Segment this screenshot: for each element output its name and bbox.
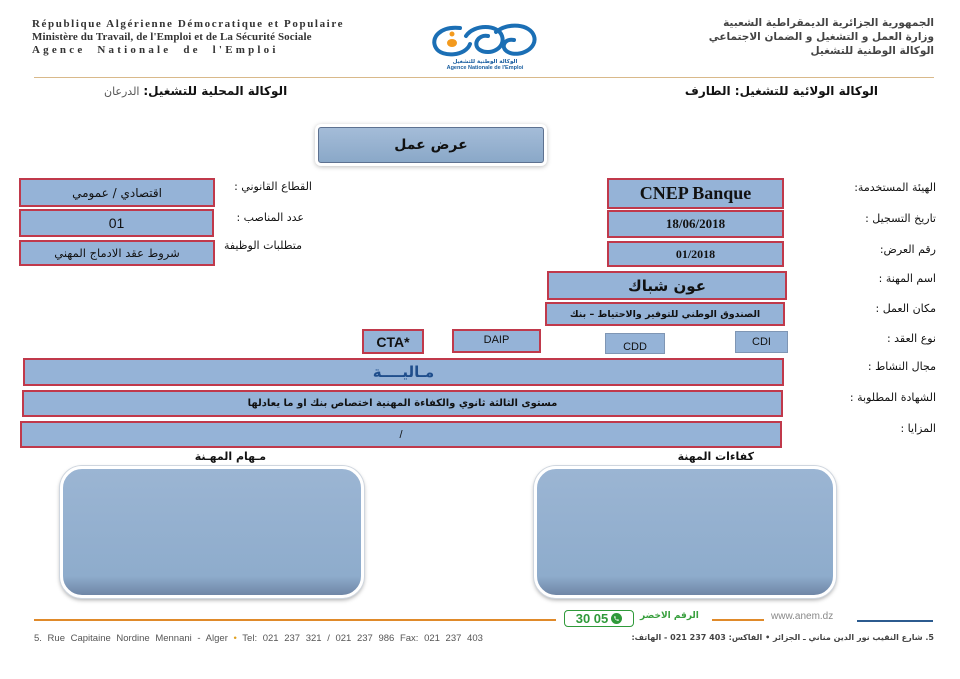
- skills-box[interactable]: [534, 466, 836, 598]
- header-divider: [34, 77, 934, 78]
- footer-address: [34, 633, 934, 644]
- footer-address-fr: [34, 633, 483, 644]
- job-title-field: عون شباك: [547, 271, 787, 300]
- employer-field: CNEP Banque: [607, 178, 784, 209]
- footer-rule-left: [34, 619, 556, 621]
- website-link[interactable]: www.anem.dz: [771, 611, 834, 622]
- green-number-badge: [564, 610, 634, 627]
- local-agency-value: الدرعان: [104, 85, 140, 98]
- header-fr-line-2: Ministère du Travail, de l'Emploi et de La Sécurité Sociale: [32, 31, 312, 43]
- logo-caption: [422, 59, 548, 71]
- logo-caption-ar: الوكالة الوطنية للتشغيل: [452, 59, 518, 65]
- footer-rule-right: [857, 620, 933, 622]
- contract-option-cdi[interactable]: CDI: [735, 331, 788, 353]
- skills-label: كفاءات المهنة: [677, 450, 754, 463]
- header-french: [32, 18, 412, 57]
- local-agency-label: الوكالة المحلية للتشغيل:: [143, 84, 288, 98]
- offer-number-label: رقم العرض:: [879, 243, 936, 256]
- tasks-label: مـهام المهـنة: [194, 450, 266, 463]
- registration-date-field: 18/06/2018: [607, 210, 784, 238]
- contract-option-cta[interactable]: CTA*: [362, 329, 424, 354]
- legal-sector-label: القطاع القانوني :: [234, 180, 312, 193]
- degree-field: مستوى الثالثة ثانوي والكفاءة المهنية اختصاص بنك او ما يعادلها: [22, 390, 783, 417]
- benefits-label: المزايا :: [900, 422, 936, 435]
- positions-field: 01: [19, 209, 214, 237]
- footer-tel: Tel: 021 237 321 / 021 237 986: [242, 633, 395, 644]
- anem-logo-icon: [426, 18, 544, 62]
- workplace-label: مكان العمل :: [875, 302, 936, 315]
- requirements-field: شروط عقد الادماج المهني: [19, 240, 215, 266]
- footer-street: 5. Rue Capitaine Nordine Mennani - Alger: [34, 633, 228, 644]
- offer-number-field: 01/2018: [607, 241, 784, 267]
- activity-label: مجال النشاط :: [867, 360, 936, 373]
- employer-label: الهيئة المستخدمة:: [854, 181, 936, 194]
- green-number-label: الرقم الاخضر: [640, 611, 699, 621]
- phone-icon: [611, 613, 622, 624]
- header-ar-line-3: الوكالة الوطنية للتشغيل: [810, 45, 934, 57]
- contract-type-label: نوع العقد :: [886, 332, 936, 345]
- contract-option-cdd[interactable]: CDD: [605, 333, 665, 354]
- legal-sector-field: اقتصادي / عمومي: [19, 178, 215, 207]
- footer-fax: Fax: 021 237 403: [399, 633, 483, 644]
- tasks-box[interactable]: [60, 466, 364, 598]
- job-title-label: اسم المهنة :: [878, 272, 936, 285]
- header-ar-line-2: وزارة العمل و التشغيل و الضمان الاجتماعي: [708, 31, 934, 43]
- header-ar-line-1: الجمهورية الجزائرية الديمقراطية الشعبية: [723, 17, 934, 29]
- local-agency: [104, 84, 287, 98]
- degree-label: الشهادة المطلوبة :: [849, 391, 936, 404]
- wilaya-agency-label: الوكالة الولائية للتشغيل:: [734, 84, 878, 98]
- wilaya-agency: [685, 84, 878, 98]
- positions-label: عدد المناصب :: [236, 211, 304, 224]
- benefits-field: /: [20, 421, 782, 448]
- workplace-field: الصندوق الوطني للتوفير والاحتياط – بنك: [545, 302, 785, 326]
- logo-caption-fr: Agence Nationale de l'Emploi: [446, 65, 524, 71]
- green-number: 30 05: [575, 611, 609, 626]
- header-fr-line-3: Agence Nationale de l'Emploi: [32, 44, 279, 56]
- separator-dot: •: [233, 633, 237, 644]
- header-fr-line-1: République Algérienne Démocratique et Populaire: [32, 18, 345, 30]
- footer-address-ar: 5. شارع النقيب نور الدين مناني ـ الجزائر • الفاكس: 403 237 021 - الهاتف:: [631, 633, 934, 642]
- requirements-label: متطلبات الوظيفة: [223, 239, 302, 252]
- activity-field: مـاليــــة: [23, 358, 784, 386]
- header-arabic: [554, 16, 934, 58]
- contract-option-daip[interactable]: DAIP: [452, 329, 541, 353]
- footer-rule-middle: [712, 619, 764, 621]
- form-title: عرض عمل: [318, 127, 544, 163]
- wilaya-agency-value: الطارف: [684, 84, 731, 98]
- registration-date-label: تاريخ التسجيل :: [865, 212, 936, 225]
